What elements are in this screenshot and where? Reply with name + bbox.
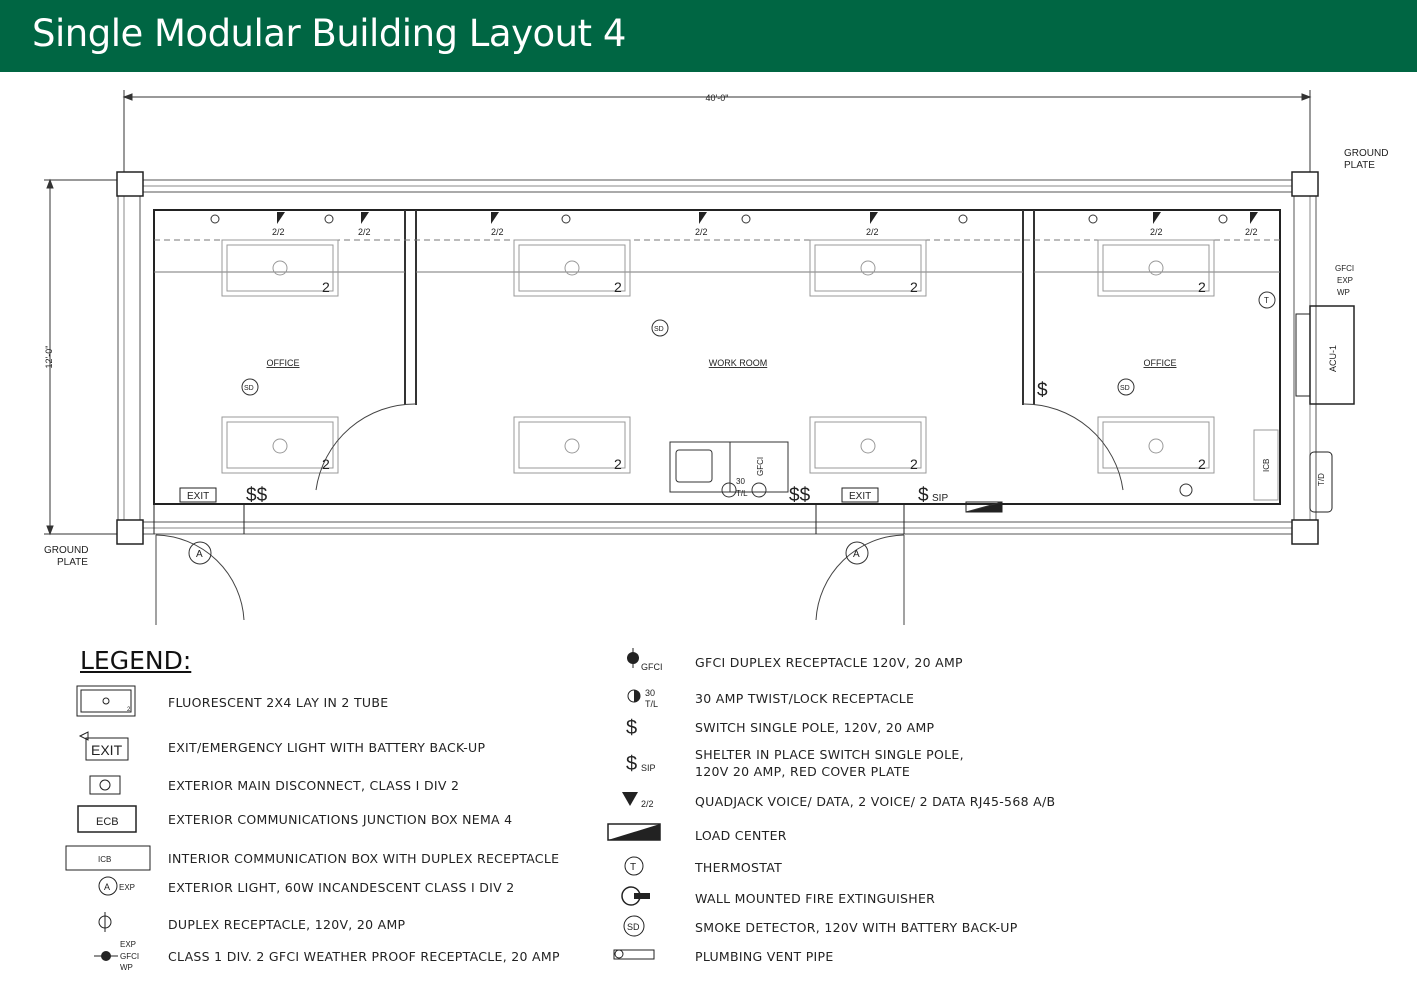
- legend-item-fluorescent: FLUORESCENT 2X4 LAY IN 2 TUBE: [168, 695, 389, 710]
- double-switch-left: $$: [246, 485, 268, 506]
- legend-title: LEGEND:: [80, 646, 192, 675]
- legend-item-icb: INTERIOR COMMUNICATION BOX WITH DUPLEX RECEPTACLE: [168, 851, 560, 866]
- exit-sign-right: EXIT: [849, 491, 872, 502]
- legend-sip-switch-sym: $: [626, 753, 638, 775]
- quadjack-label: 2/2: [695, 227, 708, 237]
- fixture-tube-count: 2: [322, 279, 330, 295]
- legend-item-duplex: DUPLEX RECEPTACLE, 120V, 20 AMP: [168, 917, 406, 932]
- legend-item-quadjack: QUADJACK VOICE/ DATA, 2 VOICE/ 2 DATA RJ45-568 A/B: [695, 794, 1056, 809]
- fixture-tube-count: 2: [910, 456, 918, 472]
- legend-item-gfci-wp: CLASS 1 DIV. 2 GFCI WEATHER PROOF RECEPTACLE, 20 AMP: [168, 949, 560, 964]
- legend-thirty-sym: 30: [645, 688, 656, 698]
- header-bar: [0, 0, 1417, 72]
- page-title: Single Modular Building Layout 4: [32, 12, 626, 55]
- double-switch-right: $$: [789, 485, 811, 506]
- icb-label: ICB: [1262, 458, 1271, 472]
- quadjack-label: 2/2: [272, 227, 285, 237]
- fixture-tube-count: 2: [910, 279, 918, 295]
- ground-plate-label-bottom-2: PLATE: [57, 557, 88, 568]
- legend-item-sip-switch: SHELTER IN PLACE SWITCH SINGLE POLE,: [695, 747, 964, 762]
- legend-item-vent-pipe: PLUMBING VENT PIPE: [695, 949, 834, 964]
- fixture-tube-count: 2: [614, 456, 622, 472]
- fixture-tube-count: 2: [614, 279, 622, 295]
- room-label-office-right: OFFICE: [1143, 358, 1177, 368]
- smoke-detector-label: SD: [1120, 385, 1130, 392]
- legend-t-sym: T: [630, 862, 637, 873]
- legend-gfci-sym: GFCI: [641, 662, 663, 672]
- length-dimension: 40'-0": [705, 93, 729, 103]
- switch-office-right: $: [1037, 380, 1048, 401]
- legend-icb-text: ICB: [98, 855, 112, 864]
- quadjack-label: 2/2: [358, 227, 371, 237]
- legend-quad-sym: 2/2: [641, 799, 654, 809]
- legend-symbols-right: [600, 640, 690, 970]
- exterior-light-label: A: [853, 549, 860, 560]
- td-label: T/D: [1317, 473, 1326, 486]
- legend-ecb-text: ECB: [96, 816, 119, 828]
- twist-lock-30: 30: [736, 477, 745, 486]
- fixture-tube-count: 2: [322, 456, 330, 472]
- legend-item-gfci-duplex: GFCI DUPLEX RECEPTACLE 120V, 20 AMP: [695, 655, 963, 670]
- legend-switch-sym: $: [626, 717, 638, 739]
- legend-sip-sym: SIP: [641, 763, 656, 773]
- container-outline: [118, 180, 1316, 534]
- ground-plate-label-top: GROUND: [1344, 148, 1389, 159]
- ground-plate-label-bottom: GROUND: [44, 545, 89, 556]
- legend-item-switch: SWITCH SINGLE POLE, 120V, 20 AMP: [695, 720, 935, 735]
- legend-item-fire-extinguisher: WALL MOUNTED FIRE EXTINGUISHER: [695, 891, 936, 906]
- exit-sign-left: EXIT: [187, 491, 210, 502]
- twist-lock-tl: T/L: [736, 489, 748, 498]
- legend-tl-sym: T/L: [645, 699, 659, 709]
- legend-fixture-two: 2: [127, 707, 131, 713]
- floor-plan: [0, 72, 1417, 632]
- ground-plate-label-top-2: PLATE: [1344, 160, 1375, 171]
- corner-casting: [1292, 172, 1318, 196]
- legend-item-exterior-light: EXTERIOR LIGHT, 60W INCANDESCENT CLASS I DIV 2: [168, 880, 515, 895]
- legend-item-ecb: EXTERIOR COMMUNICATIONS JUNCTION BOX NEMA 4: [168, 812, 513, 827]
- sip-switch: $: [918, 485, 929, 506]
- legend-exit-text: EXIT: [91, 742, 123, 758]
- legend-item-smoke-detector: SMOKE DETECTOR, 120V WITH BATTERY BACK-UP: [695, 920, 1018, 935]
- quadjack-label: 2/2: [1245, 227, 1258, 237]
- quadjack-label: 2/2: [491, 227, 504, 237]
- legend-item-sip-switch-2: 120V 20 AMP, RED COVER PLATE: [695, 764, 911, 779]
- legend-symbols-left: [60, 680, 160, 980]
- legend-item-twist-lock: 30 AMP TWIST/LOCK RECEPTACLE: [695, 691, 915, 706]
- legend-item-main-disconnect: EXTERIOR MAIN DISCONNECT, CLASS I DIV 2: [168, 778, 460, 793]
- legend-a-text: A: [104, 882, 111, 892]
- gfci-exterior-label: GFCI: [1335, 264, 1355, 273]
- corner-casting: [117, 172, 143, 196]
- room-label-work-room: WORK ROOM: [708, 358, 768, 368]
- exp-exterior-label: EXP: [1337, 276, 1354, 285]
- smoke-detector-label: SD: [654, 326, 664, 333]
- gfci-label: GFCI: [756, 456, 765, 476]
- legend-exp-text-2: EXP: [120, 940, 137, 949]
- corner-casting: [117, 520, 143, 544]
- legend-wp-text: WP: [120, 963, 133, 972]
- thermostat-label: T: [1264, 296, 1269, 305]
- exterior-light-label: A: [196, 549, 203, 560]
- legend-gfci-text: GFCI: [120, 952, 140, 961]
- quadjack-label: 2/2: [866, 227, 879, 237]
- width-dimension: 12'-0": [44, 345, 54, 369]
- acu-label: ACU-1: [1328, 344, 1338, 372]
- quadjack-label: 2/2: [1150, 227, 1163, 237]
- wp-exterior-label: WP: [1337, 288, 1350, 297]
- legend-item-load-center: LOAD CENTER: [695, 828, 787, 843]
- sip-switch-label: SIP: [932, 493, 949, 504]
- smoke-detector-label: SD: [244, 385, 254, 392]
- legend-item-thermostat: THERMOSTAT: [695, 860, 783, 875]
- legend-sd-sym: SD: [627, 922, 640, 932]
- fixture-tube-count: 2: [1198, 279, 1206, 295]
- fixture-tube-count: 2: [1198, 456, 1206, 472]
- legend-item-exit: EXIT/EMERGENCY LIGHT WITH BATTERY BACK-UP: [168, 740, 486, 755]
- legend-exp-text: EXP: [119, 883, 136, 892]
- corner-casting: [1292, 520, 1318, 544]
- room-label-office-left: OFFICE: [266, 358, 300, 368]
